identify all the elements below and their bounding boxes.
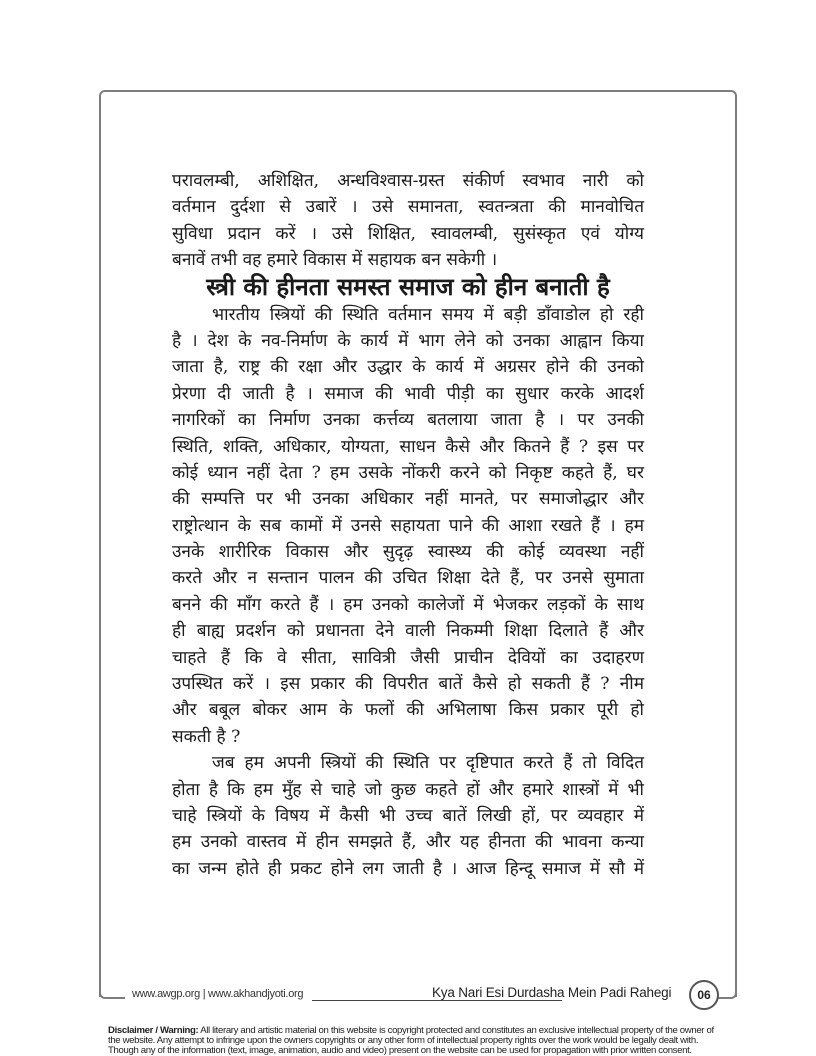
page-footer xyxy=(132,985,692,1005)
paragraph-1 xyxy=(172,168,644,274)
footer-book-title: Kya Nari Esi Durdasha Mein Padi Rahegi xyxy=(432,985,672,1000)
text-line: हम उनको वास्तव में हीन समझते हैं, और यह हीनता की भावना कन्या xyxy=(172,832,644,853)
page-number-badge: 06 xyxy=(689,980,719,1010)
text-line: की सम्पत्ति पर भी उनका अधिकार नहीं मानते, पर समाजोद्धार और xyxy=(172,489,644,510)
text-line: प्रेरणा दी जाती है । समाज की भावी पीड़ी का सुधार करके आदर्श xyxy=(172,383,644,404)
text-line: चाहे स्त्रियों के विषय में कैसी भी उच्च बातें लिखी हों, पर व्यवहार में xyxy=(172,805,644,826)
text-line: और बबूल बोकर आम के फलों की अभिलाषा किस प्रकार पूरी हो xyxy=(172,700,644,721)
text-line: बनने की माँग करते हैं । हम उनको कालेजों में भेजकर लड़कों के साथ xyxy=(172,594,644,615)
text-line: वर्तमान दुर्दशा से उबारें । उसे समानता, स्वतन्त्रता की मानवोचित xyxy=(172,197,644,218)
disclaimer-text: All literary and artistic material on this website is copyright protected and constitutes an exclusive intellectual property of the owner of the website. Any attempt to infringe upon the owners copyrights or any other form of intellectual property rights over the work would be legally dealt with. Though any of the information (text, image, animation, audio and video) present on the website can be used for propagation with prior written consent. xyxy=(108,1025,714,1056)
footer-divider xyxy=(312,1000,562,1001)
text-line: करते और न सन्तान पालन की उचित शिक्षा देते हैं, पर उनसे सुमाता xyxy=(172,568,644,589)
text-line: ही बाह्य प्रदर्शन को प्रधानता देने वाली निकम्मी शिक्षा दिलाते हैं और xyxy=(172,621,644,642)
text-line: नागरिकों का निर्माण उनका कर्त्तव्य बतलाया जाता है । पर उनकी xyxy=(172,410,644,431)
text-line: भारतीय स्त्रियों की स्थिति वर्तमान समय में बड़ी डाँवाडोल हो रही xyxy=(212,304,644,325)
text-line: बनावें तभी वह हमारे विकास में सहायक बन सकेगी । xyxy=(172,250,498,271)
text-line: सुविधा प्रदान करें । उसे शिक्षित, स्वावलम्बी, सुसंस्कृत एवं योग्य xyxy=(172,223,644,244)
text-line: जाता है, राष्ट्र की रक्षा और उद्धार के कार्य में अग्रसर होने की उनको xyxy=(172,357,644,378)
section-heading: स्त्री की हीनता समस्त समाज को हीन बनाती है xyxy=(206,271,610,301)
text-line: उनके शारीरिक विकास और सुदृढ़ स्वास्थ्य की कोई व्यवस्था नहीं xyxy=(172,542,644,563)
paragraph-3 xyxy=(172,750,644,882)
text-line: कोई ध्यान नहीं देता ? हम उसके नोंकरी करने को निकृष्ट कहते हैं, घर xyxy=(172,462,644,483)
text-line: का जन्म होते ही प्रकट होने लग जाती है । आज हिन्दू समाज में सौ में xyxy=(172,858,644,879)
text-line: होता है कि हम मुँह से चाहे जो कुछ कहते हों और हमारे शास्त्रों में भी xyxy=(172,779,644,800)
disclaimer xyxy=(108,1026,718,1056)
disclaimer-label: Disclaimer / Warning: xyxy=(108,1025,199,1036)
text-line: जब हम अपनी स्त्रियों की स्थिति पर दृष्टिपात करते हैं तो विदित xyxy=(212,753,644,774)
page-border-corner-left xyxy=(99,985,125,999)
page-content xyxy=(172,168,644,882)
text-line: उपस्थित करें । इस प्रकार की विपरीत बातें कैसे हो सकती हैं ? नीम xyxy=(172,674,644,695)
text-line: है । देश के नव-निर्माण के कार्य में भाग लेने को उनका आह्वान किया xyxy=(172,330,644,351)
footer-websites[interactable]: www.awgp.org | www.akhandjyoti.org xyxy=(132,988,304,1000)
text-line: राष्ट्रोत्थान के सब कामों में उनसे सहायता पाने की आशा रखते हैं । हम xyxy=(172,515,644,536)
text-line: परावलम्बी, अशिक्षित, अन्धविश्वास-ग्रस्त संकीर्ण स्वभाव नारी को xyxy=(172,171,644,191)
text-line: सकती है ? xyxy=(172,726,241,747)
text-line: स्थिति, शक्ति, अधिकार, योग्यता, साधन कैसे और कितने हैं ? इस पर xyxy=(172,436,644,457)
paragraph-2 xyxy=(172,302,644,751)
text-line: चाहते हैं कि वे सीता, सावित्री जैसी प्राचीन देवियों का उदाहरण xyxy=(172,647,644,668)
